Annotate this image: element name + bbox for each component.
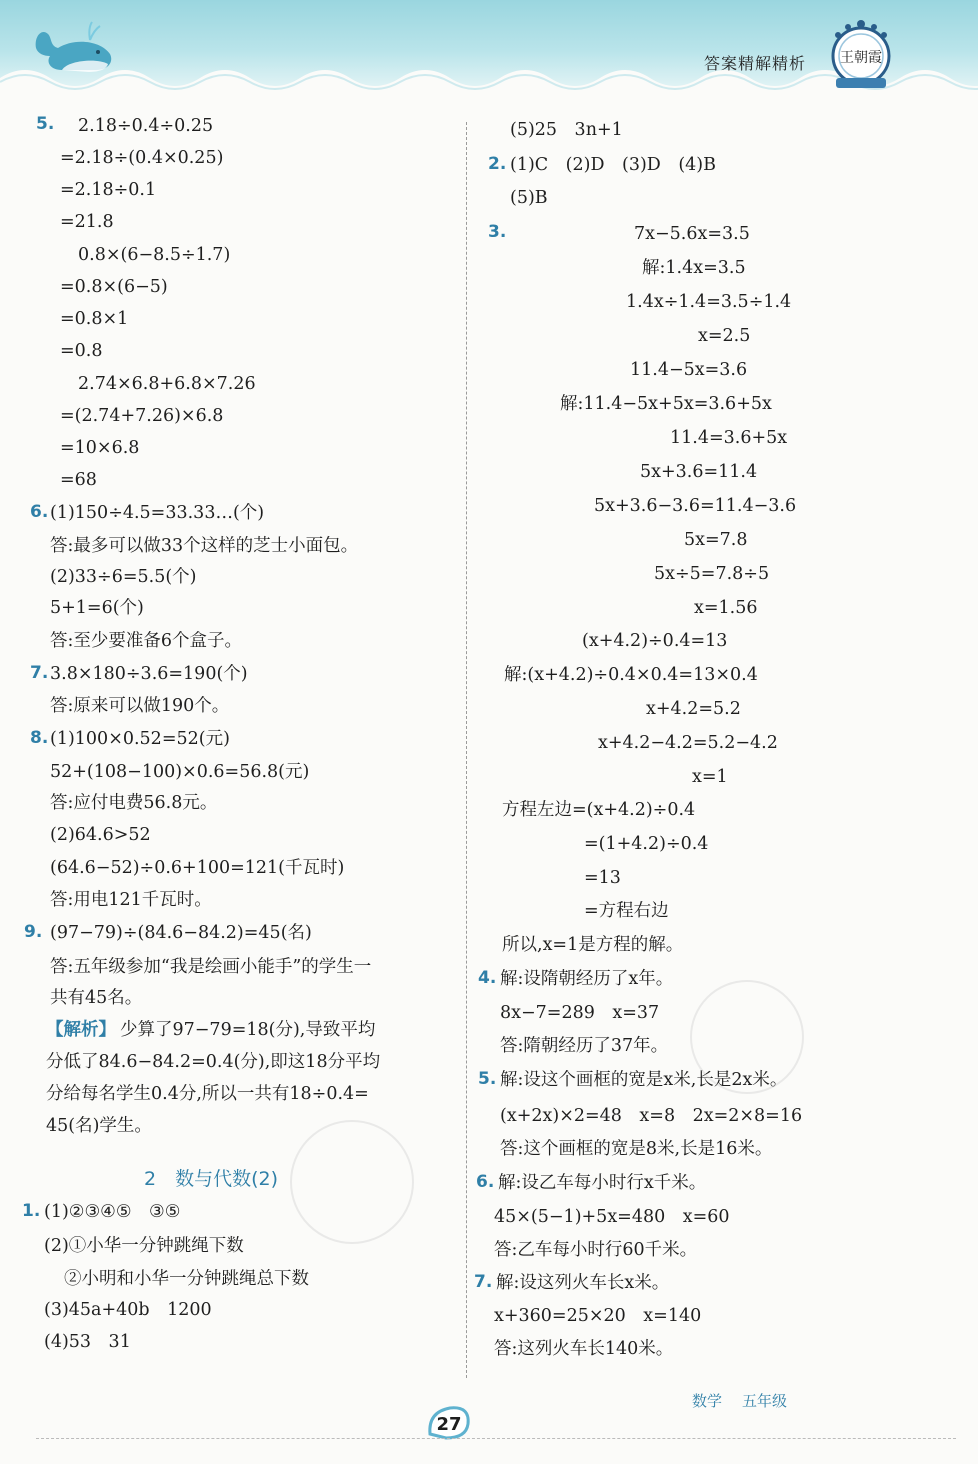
answer-line: 解:设这列火车长x米。 [496, 1273, 670, 1293]
answer-line: 45×(5−1)+5x=480 x=60 [494, 1207, 730, 1227]
answer-line: (64.6−52)÷0.6+100=121(千瓦时) [50, 858, 345, 878]
question-number: 5. [36, 114, 55, 134]
question-number: 5. [478, 1069, 497, 1089]
check-line: =13 [584, 868, 621, 888]
equation-line: x=1.56 [694, 598, 758, 618]
equation-line: 7x−5.6x=3.5 [634, 224, 750, 244]
answer-line: 分低了84.6−84.2=0.4(分),即这18分平均 [46, 1052, 381, 1072]
answer-line: (5)25 3n+1 [510, 120, 623, 140]
question-number: 7. [474, 1272, 493, 1292]
equation-line: 5x=7.8 [684, 530, 748, 550]
answer-line: 答:隋朝经历了37年。 [500, 1036, 669, 1056]
answer-line: ②小明和小华一分钟跳绳总下数 [64, 1269, 309, 1289]
answer-line: 分给每名学生0.4分,所以一共有18÷0.4= [46, 1084, 369, 1104]
answer-line: (x+2x)×2=48 x=8 2x=2×8=16 [500, 1106, 803, 1126]
answer-line: 少算了97−79=18(分),导致平均 [120, 1020, 376, 1040]
answer-line: 解:设这个画框的宽是x米,长是2x米。 [500, 1070, 788, 1090]
answer-line: (4)53 31 [44, 1332, 131, 1352]
answer-line: (2)33÷6=5.5(个) [50, 567, 197, 587]
equation-line: 11.4=3.6+5x [670, 428, 788, 448]
answer-line: 共有45名。 [50, 988, 143, 1008]
answer-line: 答:最多可以做33个这样的芝士小面包。 [50, 536, 359, 556]
answer-line: 2.18÷0.4÷0.25 [78, 116, 214, 136]
analysis-label: 【解析】 [46, 1020, 116, 1040]
answer-line: (5)B [510, 188, 548, 208]
equation-line: x=2.5 [698, 326, 751, 346]
answer-line: (1)②③④⑤ ③⑤ [44, 1202, 181, 1222]
equation-line: x=1 [692, 767, 728, 787]
answer-line: 45(名)学生。 [46, 1116, 152, 1136]
answer-line: 答:用电121千瓦时。 [50, 890, 212, 910]
answer-line: 解:设隋朝经历了x年。 [500, 969, 674, 989]
page-number: 27 [436, 1414, 462, 1435]
question-number: 9. [24, 922, 43, 942]
answer-line: (97−79)÷(84.6−84.2)=45(名) [50, 923, 312, 943]
answer-line: 答:原来可以做190个。 [50, 696, 230, 716]
equation-line: 5x÷5=7.8÷5 [654, 564, 770, 584]
answer-line: =21.8 [60, 212, 114, 232]
logo-text: 王朝霞 [840, 50, 882, 66]
footer-subject: 数学 [692, 1392, 723, 1410]
equation-line: 5x+3.6=11.4 [640, 462, 758, 482]
check-line: 方程左边=(x+4.2)÷0.4 [502, 800, 696, 820]
check-line: =方程右边 [584, 901, 669, 921]
equation-line: 5x+3.6−3.6=11.4−3.6 [594, 496, 797, 516]
equation-line: 解:1.4x=3.5 [642, 258, 746, 278]
column-divider [466, 122, 467, 1378]
answer-line: =68 [60, 470, 97, 490]
question-number: 3. [488, 222, 507, 242]
question-number: 8. [30, 728, 49, 748]
equation-line: 11.4−5x=3.6 [630, 360, 748, 380]
answer-line: 答:这个画框的宽是8米,长是16米。 [500, 1139, 773, 1159]
header-title: 答案精解精析 [704, 54, 807, 73]
answer-line: 52+(108−100)×0.6=56.8(元) [50, 762, 310, 782]
footer-divider [36, 1438, 956, 1439]
answer-line: 答:至少要准备6个盒子。 [50, 631, 243, 651]
equation-line: 解:11.4−5x+5x=3.6+5x [560, 394, 772, 414]
answer-line: (2)①小华一分钟跳绳下数 [44, 1236, 244, 1256]
answer-line: 0.8×(6−8.5÷1.7) [78, 245, 231, 265]
answer-line: 答:这列火车长140米。 [494, 1339, 674, 1359]
equation-line: x+4.2=5.2 [646, 699, 741, 719]
answer-line: =2.18÷0.1 [60, 180, 157, 200]
whale-icon [28, 18, 118, 76]
answer-line: 5+1=6(个) [50, 598, 144, 618]
answer-line: 2.74×6.8+6.8×7.26 [78, 374, 256, 394]
answer-line: (3)45a+40b 1200 [44, 1300, 212, 1320]
answer-line: 答:五年级参加“我是绘画小能手”的学生一 [50, 957, 372, 977]
page-number-badge [426, 1404, 472, 1442]
answer-line: 3.8×180÷3.6=190(个) [50, 664, 248, 684]
question-number: 2. [488, 154, 507, 174]
answer-line: 答:应付电费56.8元。 [50, 793, 218, 813]
watermark-stamp [290, 1120, 414, 1244]
watermark-stamp [690, 980, 804, 1094]
publisher-logo-icon [828, 16, 894, 98]
equation-line: x+4.2−4.2=5.2−4.2 [598, 733, 778, 753]
question-number: 6. [30, 502, 49, 522]
section-title: 2 数与代数(2) [144, 1168, 279, 1190]
answer-line: (1)100×0.52=52(元) [50, 729, 230, 749]
answer-line: =0.8×1 [60, 309, 129, 329]
answer-line: (2)64.6>52 [50, 825, 151, 845]
answer-line: =10×6.8 [60, 438, 140, 458]
answer-line: 8x−7=289 x=37 [500, 1003, 660, 1023]
answer-line: =2.18÷(0.4×0.25) [60, 148, 224, 168]
equation-line: (x+4.2)÷0.4=13 [582, 631, 728, 651]
check-line: 所以,x=1是方程的解。 [502, 935, 684, 955]
answer-line: =0.8 [60, 341, 103, 361]
equation-line: 解:(x+4.2)÷0.4×0.4=13×0.4 [504, 665, 758, 685]
answer-line: 答:乙车每小时行60千米。 [494, 1240, 698, 1260]
check-line: =(1+4.2)÷0.4 [584, 834, 709, 854]
equation-line: 1.4x÷1.4=3.5÷1.4 [626, 292, 792, 312]
question-number: 6. [476, 1172, 495, 1192]
answer-line: (1)150÷4.5=33.33…(个) [50, 503, 265, 523]
answer-line: x+360=25×20 x=140 [494, 1306, 702, 1326]
question-number: 4. [478, 968, 497, 988]
answer-line: =0.8×(6−5) [60, 277, 168, 297]
question-number: 1. [22, 1201, 41, 1221]
footer-grade: 五年级 [742, 1392, 788, 1410]
answer-line: (1)C (2)D (3)D (4)B [510, 155, 716, 175]
answer-line: 解:设乙车每小时行x千米。 [498, 1173, 707, 1193]
question-number: 7. [30, 663, 49, 683]
answer-line: =(2.74+7.26)×6.8 [60, 406, 224, 426]
